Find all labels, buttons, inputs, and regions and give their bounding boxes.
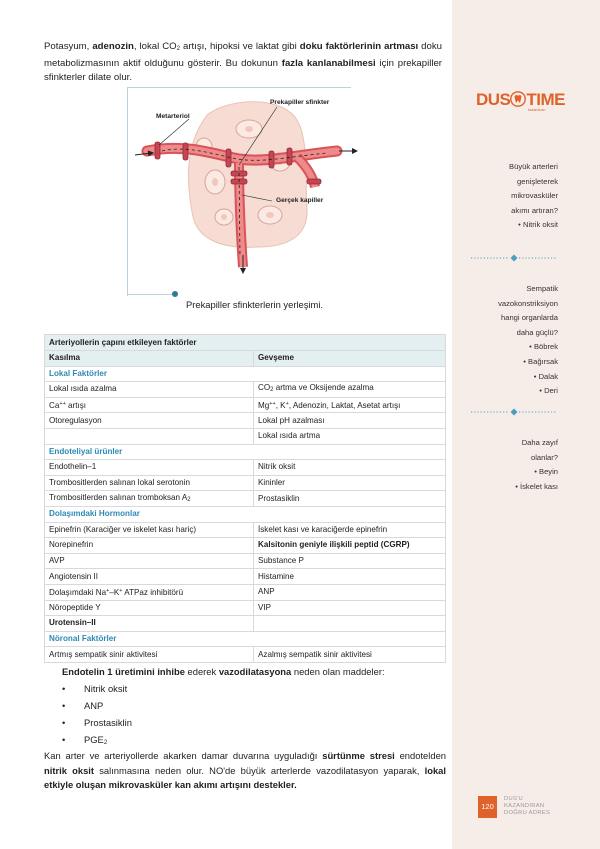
label-gercek-kapiller: Gerçek kapiller xyxy=(276,197,324,204)
cell-text: Dolaşımdaki Na xyxy=(49,588,107,598)
list-item-text: Nitrik oksit xyxy=(84,683,128,694)
note-line: mikrovasküler xyxy=(511,191,558,201)
cell-gevseme: Nitrik oksit xyxy=(254,460,446,476)
cell-kasilma xyxy=(45,491,254,507)
cell-kasilma: AVP xyxy=(45,553,254,569)
cell-text: artışı xyxy=(65,401,87,411)
note-answer-text: Nitrik oksit xyxy=(522,220,558,230)
cell-superscript: ++ xyxy=(59,401,66,408)
side-note-1 xyxy=(509,160,558,233)
cell-gevseme: Lokal ısıda artma xyxy=(254,428,446,444)
section-endoteliyal: Endoteliyal ürünler xyxy=(45,444,446,460)
note-answer xyxy=(515,480,558,495)
cell-gevseme xyxy=(254,616,446,632)
cell-text: artma ve Oksijende azalma xyxy=(273,383,374,393)
section-dolasim: Dolaşımdaki Hormonlar xyxy=(45,506,446,522)
table-row xyxy=(45,460,446,476)
cell-text: Ca xyxy=(49,401,60,411)
table-row xyxy=(45,647,446,663)
cell-kasilma xyxy=(45,584,254,600)
diamond-icon xyxy=(511,409,518,416)
cell-gevseme: Substance P xyxy=(254,553,446,569)
table-row xyxy=(45,382,446,398)
note-line: hangi organlarda xyxy=(501,313,558,323)
cell-superscript: ++ xyxy=(269,401,276,408)
cell-kasilma: Urotensin–II xyxy=(45,616,254,632)
table-row xyxy=(45,616,446,632)
label-prekapiller-sfinkter: Prekapiller sfinkter xyxy=(270,99,330,106)
brand-line: DUS'U xyxy=(504,796,524,802)
lead-text: neden olan maddeler: xyxy=(291,666,385,677)
cell-kasilma xyxy=(45,397,254,413)
cell-text: , Adenozin, Laktat, Asetat artışı xyxy=(288,401,401,411)
intro-text: Potasyum, xyxy=(44,41,93,52)
cell-kasilma: Otoregulasyon xyxy=(45,413,254,429)
lead-bold: Endotelin 1 üretimini inhibe xyxy=(62,666,185,677)
vasodilator-list xyxy=(62,680,132,748)
table-row xyxy=(45,413,446,429)
outro-bold: nitrik oksit xyxy=(44,764,95,776)
bullet-glyph: • xyxy=(539,386,542,396)
cell-gevseme: Kininler xyxy=(254,475,446,491)
outro-paragraph xyxy=(44,749,446,793)
table-row xyxy=(45,538,446,554)
intro-text: için prekapiller sfinkterler dilate olur. xyxy=(44,57,442,83)
note-answer xyxy=(498,355,558,370)
intro-text: artışı, hipoksi ve laktat gibi xyxy=(180,41,300,52)
note-answer-text: İskelet kası xyxy=(520,481,558,491)
table-row xyxy=(45,397,446,413)
note-answer xyxy=(515,465,558,480)
intro-paragraph xyxy=(44,40,442,86)
bullet-glyph: • xyxy=(62,717,66,728)
cell-kasilma: Trombositlerden salınan lokal serotonin xyxy=(45,475,254,491)
cell-text: Trombositlerden salınan tromboksan A xyxy=(49,492,188,502)
cell-text: CO xyxy=(258,383,271,393)
lead-text: ederek xyxy=(184,666,219,677)
cell-gevseme: Histamine xyxy=(254,569,446,585)
outro-text: endotelden xyxy=(394,750,446,761)
side-note-3 xyxy=(515,436,558,494)
bullet-glyph: • xyxy=(518,220,521,230)
table-title: Arteriyollerin çapını etkileyen faktörler xyxy=(45,335,446,351)
table-row xyxy=(45,553,446,569)
brand-line: KAZANDIRAN xyxy=(504,803,545,809)
cell-kasilma: Endothelin–1 xyxy=(45,460,254,476)
dustime-logo xyxy=(476,90,565,110)
note-line: Sempatik xyxy=(526,284,558,293)
outro-bold: sürtünme stresi xyxy=(322,750,395,761)
outro-text: Kan arter ve arteriyollerde akarken damar duvarına uyguladığı xyxy=(44,750,323,761)
note-answer-text: Böbrek xyxy=(533,342,558,352)
bullet-glyph: • xyxy=(515,481,518,491)
list-item-text: PGE xyxy=(84,734,104,745)
table-row xyxy=(45,428,446,444)
section-noronal: Nöronal Faktörler xyxy=(45,631,446,647)
outro-bold: lokal etkiyle oluşan mikrovasküler kan akımı artışını destekler. xyxy=(44,764,446,790)
cell-gevseme: ANP xyxy=(254,584,446,600)
footer-brand xyxy=(504,796,550,817)
col-header-gevseme: Gevşeme xyxy=(254,351,446,367)
table-row xyxy=(45,522,446,538)
bullet-glyph: • xyxy=(523,356,526,366)
list-item-text: Prostasiklin xyxy=(84,717,132,728)
cell-superscript: + xyxy=(119,588,123,595)
intro-bold: adenozin xyxy=(92,41,134,52)
bullet-glyph: • xyxy=(62,734,66,745)
table-row xyxy=(45,491,446,507)
note-line: vazokonstriksiyon xyxy=(498,298,558,308)
col-header-kasilma: Kasılma xyxy=(45,351,254,367)
list-item xyxy=(62,731,132,748)
arteriol-factors-table xyxy=(44,334,446,663)
table-row xyxy=(45,569,446,585)
cell-kasilma: Lokal ısıda azalma xyxy=(45,382,254,398)
note-answer-text: Bağırsak xyxy=(528,356,558,366)
intro-bold: doku faktörlerinin artması xyxy=(299,41,419,52)
outro-text: salınmasına neden olur. NO'de büyük arterlerde vazodilatasyon yaparak, xyxy=(94,764,425,776)
figure-caption: Prekapiller sfinkterlerin yerleşimi. xyxy=(186,299,324,310)
note-line: Büyük arterleri xyxy=(509,162,558,171)
label-metarteriol: Metarteriol xyxy=(156,113,190,120)
brand-line: DOĞRU ADRES xyxy=(504,810,551,816)
note-line: olanlar? xyxy=(530,452,558,462)
cell-kasilma: Angiotensin II xyxy=(45,569,254,585)
note-answer xyxy=(498,370,558,385)
list-item-text: ANP xyxy=(84,700,104,711)
note-line: daha güçlü? xyxy=(516,327,558,337)
note-line: Daha zayıf xyxy=(521,438,558,447)
cell-text: ATPaz inhibitörü xyxy=(122,588,184,598)
list-item xyxy=(62,680,132,697)
cell-text: , K xyxy=(275,401,286,411)
bullet-glyph: • xyxy=(62,683,66,694)
cell-kasilma: Artmış sempatik sinir aktivitesi xyxy=(45,647,254,663)
side-note-2 xyxy=(498,282,558,399)
cell-kasilma: Epinefrin (Karaciğer ve iskelet kası hariç) xyxy=(45,522,254,538)
cell-kasilma: Nöropeptide Y xyxy=(45,600,254,616)
bullet-glyph: • xyxy=(529,342,532,352)
lead-sentence xyxy=(62,666,385,677)
sidebar xyxy=(452,0,600,849)
note-answer xyxy=(509,218,558,233)
intro-text: doku metabolizmasının aktif olduğunu gösterir. Bu dokunun xyxy=(44,41,442,69)
intro-subscript: 2 xyxy=(176,46,180,52)
cell-gevseme xyxy=(254,382,446,398)
note-line: akımı artıran? xyxy=(511,205,558,215)
cell-text: –K xyxy=(109,588,120,598)
note-line: genişleterek xyxy=(517,176,558,186)
figure-frame-bottom xyxy=(127,294,173,295)
logo-tagline: kazandıran xyxy=(528,108,546,112)
note-answer-text: Deri xyxy=(544,386,558,396)
cell-kasilma xyxy=(45,428,254,444)
figure-marker-dot xyxy=(172,291,178,297)
note-answer-text: Beyin xyxy=(539,467,558,477)
cell-subscript: 2 xyxy=(187,496,191,503)
diamond-icon xyxy=(511,255,518,262)
cell-gevseme: Kalsitonin geniyle ilişkili peptid (CGRP) xyxy=(254,538,446,554)
logo-text-left: DUS xyxy=(476,90,511,109)
list-item xyxy=(62,697,132,714)
table-row xyxy=(45,584,446,600)
tooth-icon xyxy=(510,91,526,107)
cell-subscript: 2 xyxy=(270,387,274,394)
cell-text: Mg xyxy=(258,401,270,411)
bullet-glyph: • xyxy=(533,371,537,381)
dotted-divider xyxy=(471,408,557,416)
lead-bold: vazodilatasyona xyxy=(218,666,292,677)
note-answer xyxy=(498,384,558,399)
logo-text-right: TIME xyxy=(526,90,566,109)
intro-text: , lokal CO xyxy=(133,41,177,52)
note-answer xyxy=(498,340,558,355)
table-row xyxy=(45,475,446,491)
cell-gevseme: VIP xyxy=(254,600,446,616)
list-item-subscript: 2 xyxy=(103,740,108,746)
table-row xyxy=(45,600,446,616)
page-number: 120 xyxy=(478,796,497,818)
cell-superscript: + xyxy=(106,588,110,595)
cell-gevseme: İskelet kası ve karaciğerde epinefrin xyxy=(254,522,446,538)
cell-kasilma: Norepinefrin xyxy=(45,538,254,554)
cell-gevseme: Prostasiklin xyxy=(254,491,446,507)
note-answer-text: Dalak xyxy=(538,371,558,381)
cell-superscript: + xyxy=(285,401,289,408)
bullet-glyph: • xyxy=(62,700,66,711)
dotted-divider xyxy=(471,254,557,262)
cell-gevseme xyxy=(254,397,446,413)
section-lokal: Lokal Faktörler xyxy=(45,366,446,382)
intro-bold: fazla kanlanabilmesi xyxy=(281,57,376,69)
list-item xyxy=(62,714,132,731)
bullet-glyph: • xyxy=(534,467,537,477)
cell-gevseme: Azalmış sempatik sinir aktivitesi xyxy=(254,647,446,663)
cell-gevseme: Lokal pH azalması xyxy=(254,413,446,429)
